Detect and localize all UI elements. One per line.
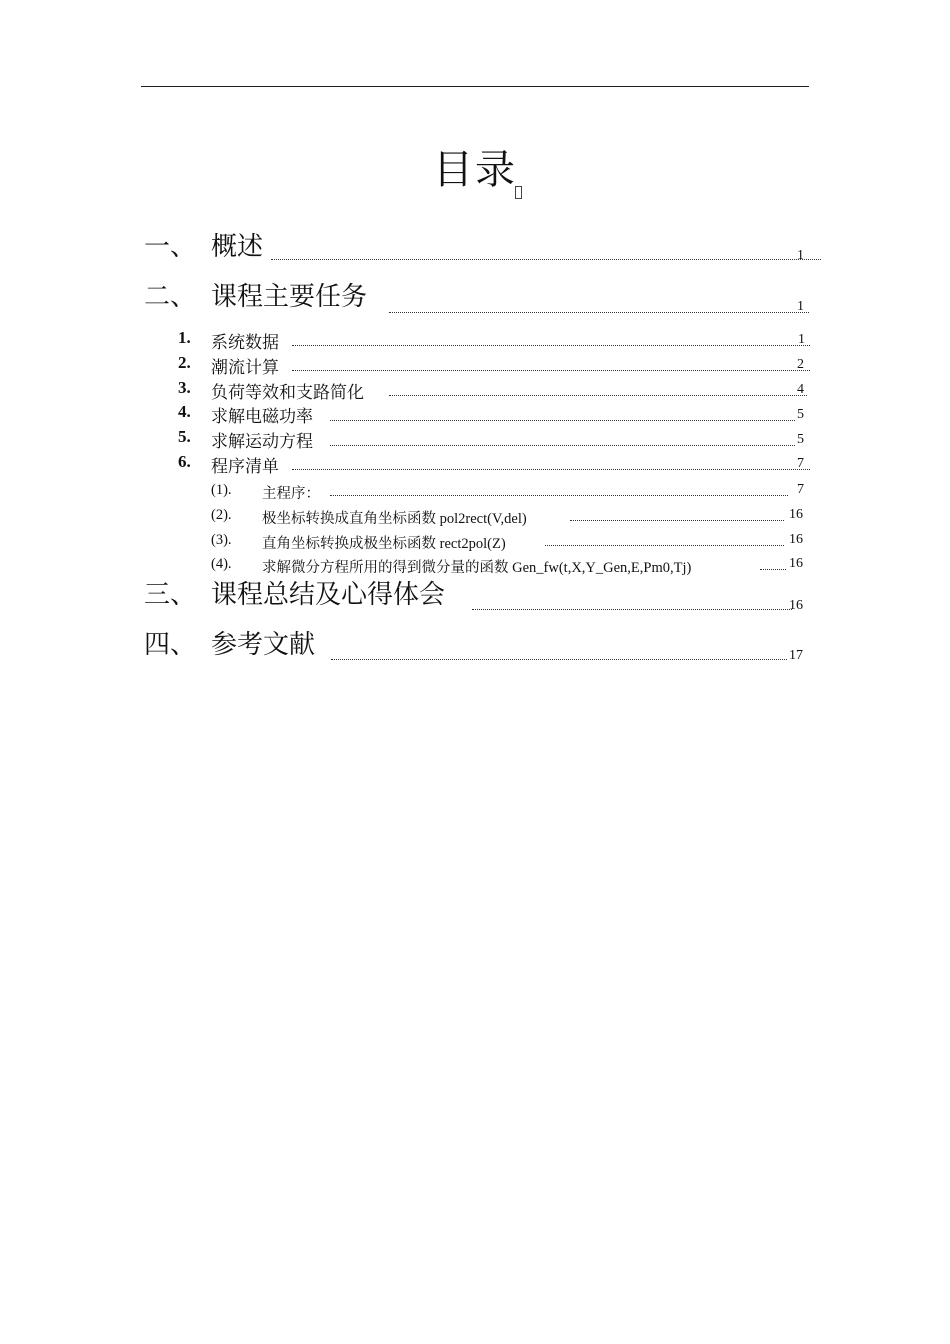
toc-number: (4). (211, 556, 232, 572)
dot-leader (570, 520, 784, 521)
dot-leader (292, 469, 810, 470)
toc-page-number: 7 (797, 456, 804, 471)
toc-page-number: 4 (797, 382, 804, 397)
paragraph-mark (515, 186, 522, 199)
dot-leader (331, 659, 787, 660)
toc-text: 极坐标转换成直角坐标函数 pol2rect(V,del) (262, 511, 527, 527)
toc-page-number: 1 (797, 299, 804, 314)
toc-text: 负荷等效和支路简化 (211, 383, 364, 403)
toc-number: (1). (211, 482, 232, 498)
toc-number: 二、 (144, 282, 197, 312)
toc-text: 直角坐标转换成极坐标函数 rect2pol(Z) (262, 536, 506, 552)
toc-number: 4. (178, 402, 191, 421)
dot-leader (472, 609, 792, 610)
dot-leader (330, 495, 788, 496)
toc-page-number: 16 (789, 507, 803, 522)
toc-text: 求解运动方程 (211, 432, 313, 452)
header-rule (141, 86, 809, 87)
toc-page-number: 2 (797, 357, 804, 372)
toc-page-number: 16 (789, 598, 803, 613)
dot-leader (330, 420, 795, 421)
toc-text: 概述 (211, 232, 264, 262)
toc-text: 求解电磁功率 (211, 407, 313, 427)
toc-page-number: 7 (797, 482, 804, 497)
toc-text: 课程主要任务 (211, 282, 368, 312)
toc-text: 程序清单 (211, 457, 279, 477)
toc-number: 三、 (144, 580, 197, 610)
toc-number: 四、 (144, 630, 197, 660)
toc-number: 1. (178, 328, 191, 347)
toc-number: 6. (178, 452, 191, 471)
toc-text: 课程总结及心得体会 (211, 580, 446, 610)
toc-page-number: 1 (797, 248, 804, 263)
toc-page-number: 17 (789, 648, 803, 663)
dot-leader (292, 345, 810, 346)
toc-number: 3. (178, 378, 191, 397)
dot-leader (545, 545, 784, 546)
dot-leader (389, 395, 807, 396)
toc-text: 求解微分方程所用的得到微分量的函数 Gen_fw(t,X,Y_Gen,E,Pm0,Tj) (262, 560, 692, 576)
toc-page-number: 1 (798, 332, 805, 347)
toc-page-number: 16 (789, 556, 803, 571)
dot-leader (292, 370, 810, 371)
toc-page-number: 5 (797, 407, 804, 422)
dot-leader (760, 569, 786, 570)
toc-number: 5. (178, 427, 191, 446)
toc-title: 目录 (433, 147, 517, 193)
toc-text: 潮流计算 (211, 358, 279, 378)
toc-page-number: 5 (797, 432, 804, 447)
toc-text: 主程序： (262, 486, 320, 502)
dot-leader (330, 445, 795, 446)
toc-number: 一、 (144, 232, 197, 262)
toc-number: 2. (178, 353, 191, 372)
toc-number: (2). (211, 507, 232, 523)
dot-leader (271, 259, 821, 260)
toc-number: (3). (211, 532, 232, 548)
toc-page-number: 16 (789, 532, 803, 547)
dot-leader (389, 312, 809, 313)
toc-text: 系统数据 (211, 333, 279, 353)
toc-text: 参考文献 (211, 630, 316, 660)
